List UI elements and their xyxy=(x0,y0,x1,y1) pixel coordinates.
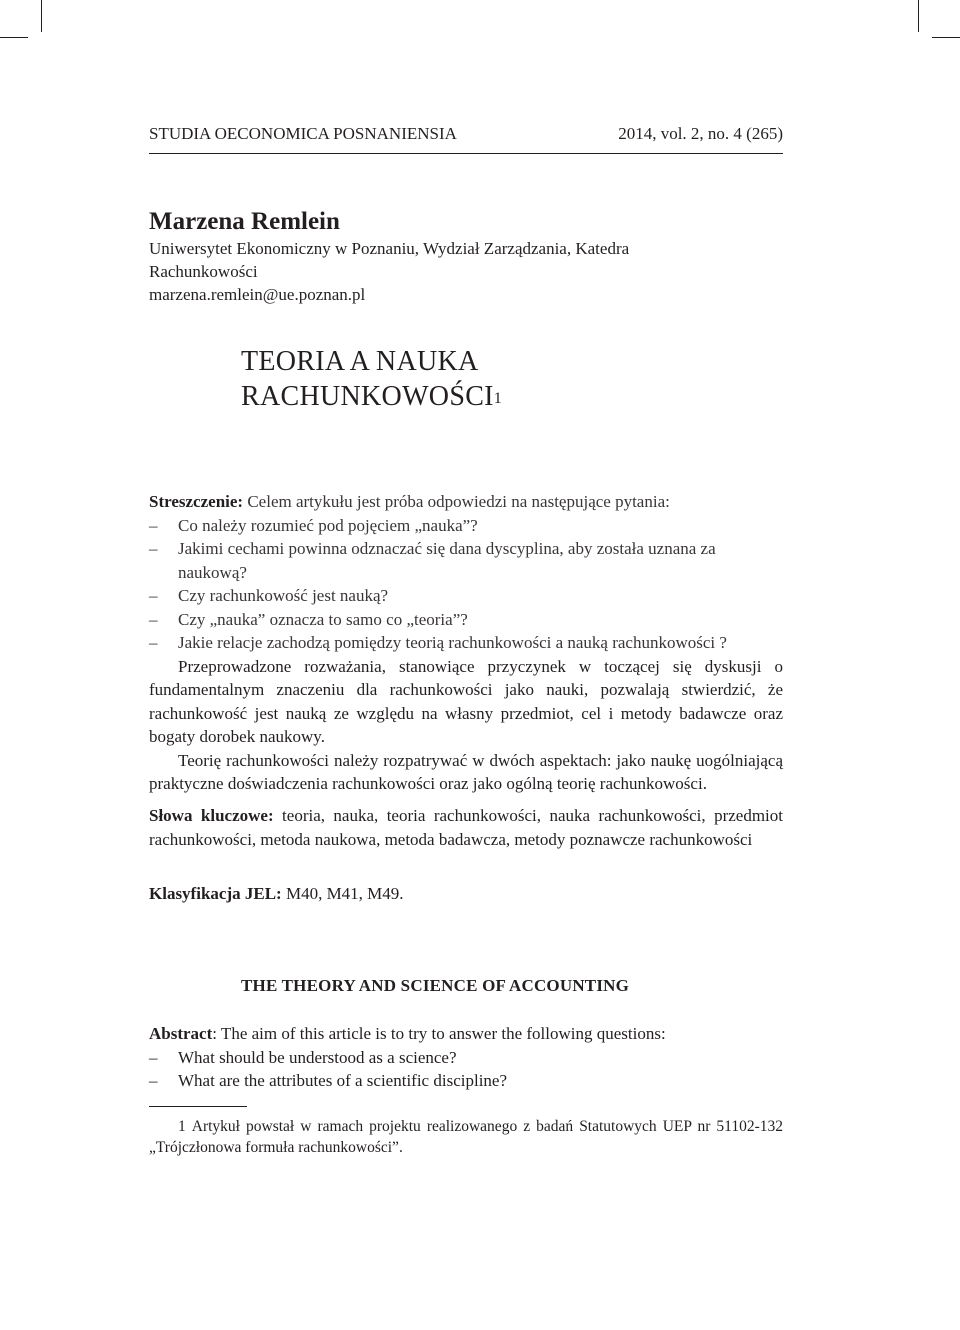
list-item: – Co należy rozumieć pod pojęciem „nauka”? xyxy=(149,514,783,538)
jel-text: M40, M41, M49. xyxy=(281,884,404,903)
keywords-text: teoria, nauka, teoria rachunkowości, nauka rachunkowości, przedmiot rachunkowości, metoda naukowa, metoda badawcza, metody poznawcze rachunkowości xyxy=(149,806,783,849)
crop-mark-top-left-h xyxy=(0,37,28,38)
crop-mark-top-right-h xyxy=(932,37,960,38)
abstract-en-lead: : The aim of this article is to try to answer the following questions: xyxy=(212,1024,666,1043)
abstract-en-label: Abstract xyxy=(149,1024,213,1043)
abstract-pl-paragraph-2: Teorię rachunkowości należy rozpatrywać w dwóch aspektach: jako naukę uogólniającą praktyczne doświadczenia rachunkowości oraz jako ogólną teorię rachunkowości. xyxy=(149,750,783,793)
abstract-en-intro xyxy=(149,1022,783,1046)
keywords xyxy=(149,804,783,851)
abstract-pl-label: Streszczenie: xyxy=(149,492,244,511)
issue-info: 2014, vol. 2, no. 4 (265) xyxy=(618,124,783,143)
title-footnote-mark: 1 xyxy=(493,390,503,407)
footnote xyxy=(149,1116,783,1158)
article-title-line2-wrap xyxy=(241,379,502,414)
crop-mark-top-right-v xyxy=(918,0,919,32)
abstract-pl-lead: Celem artykułu jest próba odpowiedzi na następujące pytania: xyxy=(243,492,670,511)
abstract-pl-questions xyxy=(149,514,783,655)
list-item: – What are the attributes of a scientific discipline? xyxy=(149,1069,783,1093)
footnote-rule xyxy=(149,1106,247,1107)
abstract-pl-intro xyxy=(149,490,783,514)
abstract-en xyxy=(149,1022,783,1093)
crop-mark-top-left-v xyxy=(41,0,42,32)
article-title-line1: TEORIA A NAUKA xyxy=(241,346,479,377)
list-item: – Jakie relacje zachodzą pomiędzy teorią rachunkowości a nauką rachunkowości ? xyxy=(149,631,783,655)
footnote-text: Artykuł powstał w ramach projektu realizowanego z badań Statutowych UEP nr 51102-132 „Trójczłonowa formuła rachunkowości”. xyxy=(149,1118,783,1156)
header-rule xyxy=(149,153,783,154)
journal-name: STUDIA OECONOMICA POSNANIENSIA xyxy=(149,124,457,143)
article-title-line2: RACHUNKOWOŚCI xyxy=(241,381,494,412)
abstract-pl xyxy=(149,490,783,796)
author-name: Marzena Remlein xyxy=(149,208,340,235)
keywords-label: Słowa kluczowe: xyxy=(149,806,274,825)
jel-label: Klasyfikacja JEL: xyxy=(149,884,282,903)
author-block xyxy=(149,207,783,306)
list-item: – What should be understood as a science? xyxy=(149,1046,783,1070)
abstract-pl-paragraph-1: Przeprowadzone rozważania, stanowiące przyczynek w toczącej się dyskusji o fundamentalnym znaczeniu dla rachunkowości jako nauki, pozwalają stwierdzić, że rachunkowość jest nauką ze względu na własny przedmiot, cel i metody badawcze oraz bogaty dorobek naukowy. xyxy=(149,656,783,746)
footnote-marker: 1 xyxy=(178,1118,186,1135)
list-item: – Czy rachunkowość jest nauką? xyxy=(149,584,783,608)
jel-classification xyxy=(149,884,783,904)
article-title xyxy=(241,344,502,414)
author-affiliation-line1: Uniwersytet Ekonomiczny w Poznaniu, Wydział Zarządzania, Katedra xyxy=(149,239,630,258)
list-item: – Jakimi cechami powinna odznaczać się dana dyscyplina, aby została uznana za naukową? xyxy=(149,537,783,584)
author-email: marzena.remlein@ue.poznan.pl xyxy=(149,285,366,304)
list-item: – Czy „nauka” oznacza to samo co „teoria”? xyxy=(149,608,783,632)
abstract-en-questions xyxy=(149,1046,783,1093)
author-affiliation-line2: Rachunkowości xyxy=(149,262,258,281)
english-title: THE THEORY AND SCIENCE OF ACCOUNTING xyxy=(241,976,630,995)
